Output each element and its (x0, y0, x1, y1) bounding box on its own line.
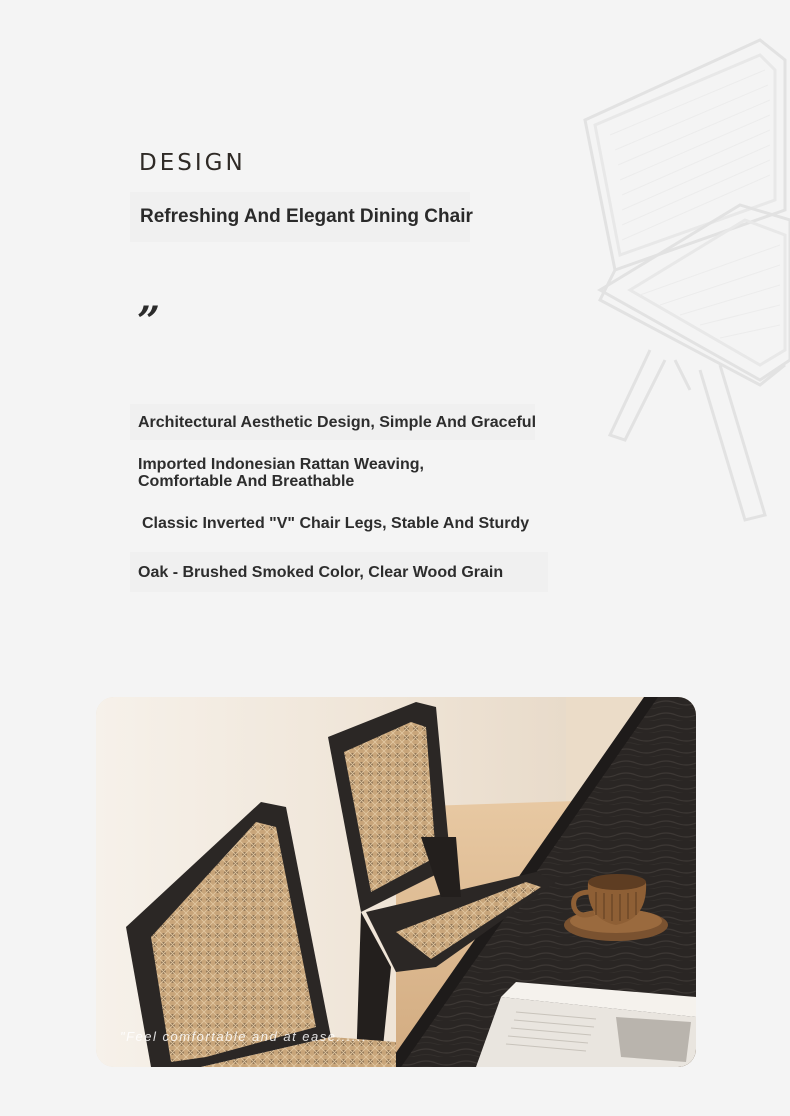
feature-line: Imported Indonesian Rattan Weaving, (138, 456, 424, 473)
subtitle-banner (130, 192, 473, 242)
product-photo (96, 697, 696, 1067)
feature-item-rattan (138, 456, 424, 490)
feature-item-legs: Classic Inverted "V" Chair Legs, Stable And Sturdy (142, 515, 530, 532)
product-photo-illustration (96, 697, 696, 1067)
section-heading: DESIGN (139, 150, 246, 176)
feature-line: Comfortable And Breathable (138, 473, 355, 490)
quote-mark: ” (137, 298, 161, 345)
background-chair-illustration (570, 20, 790, 530)
section-subtitle: Refreshing And Elegant Dining Chair (140, 206, 473, 227)
photo-caption: "Feel comfortable and at ease...... (120, 1029, 368, 1044)
feature-item-architectural: Architectural Aesthetic Design, Simple And Graceful (138, 414, 537, 431)
feature-item-oak: Oak - Brushed Smoked Color, Clear Wood Grain (138, 564, 504, 581)
